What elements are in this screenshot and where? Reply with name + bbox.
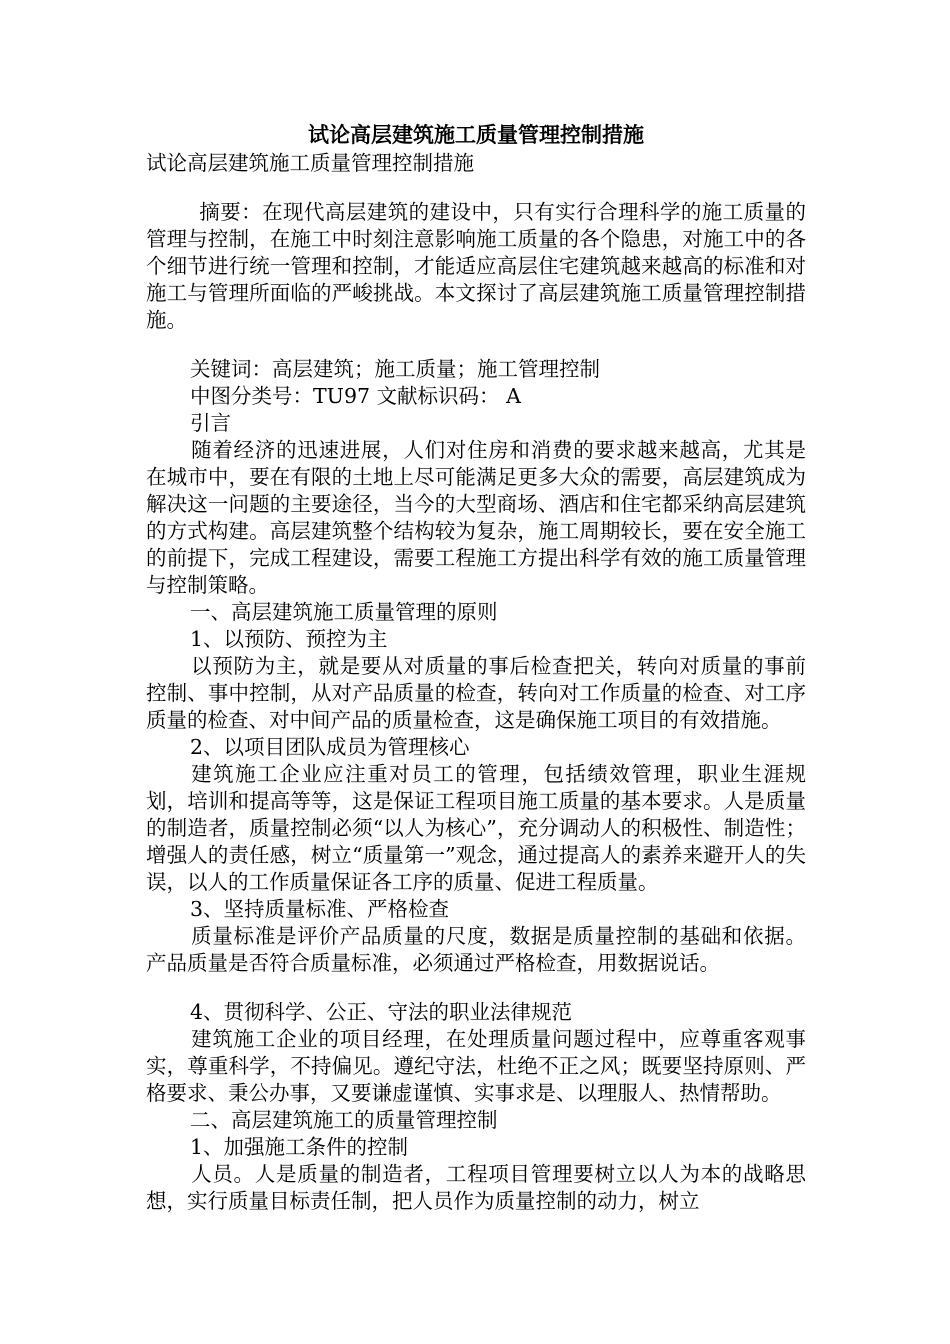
spacer (146, 977, 806, 999)
section2-heading: 二、高层建筑施工的质量管理控制 (190, 1108, 498, 1132)
abstract-paragraph: 摘要：在现代高层建筑的建设中，只有实行合理科学的施工质量的管理与控制，在施工中时刻注意影响施工质量的各个隐患，对施工中的各个细节进行统一管理和控制，才能适应高层住宅建筑越来越高的标准和对施工与管理所面临的严峻挑战。本文探讨了高层建筑施工质量管理控制措施。 (146, 200, 806, 332)
spacer (146, 334, 806, 356)
intro-paragraph: 随着经济的迅速进展，人们对住房和消费的要求越来越高，尤其是在城市中，要在有限的土地上尽可能满足更多大众的需要，高层建筑成为解决这一问题的主要途径，当今的大型商场、酒店和住宅都采纳高层建筑的方式构建。高层建筑整个结构较为复杂，施工周期较长，要在安全施工的前提下，完成工程建设，需要工程施工方提出科学有效的施工质量管理与控制策略。 (146, 438, 806, 597)
s1-4-heading: 4、贯彻科学、公正、守法的职业法律规范 (190, 1000, 573, 1024)
s1-4-paragraph: 建筑施工企业的项目经理，在处理质量问题过程中，应尊重客观事实，尊重科学，不持偏见。遵纪守法，杜绝不正之风；既要坚持原则、严格要求、秉公办事，又要谦虚谨慎、实事求是、以理服人、热情帮助。 (146, 1027, 806, 1105)
document-subtitle: 试论高层建筑施工质量管理控制措施 (146, 151, 474, 175)
s1-1-heading: 1、以预防、预控为主 (190, 627, 388, 651)
document-title: 试论高层建筑施工质量管理控制措施 (308, 122, 644, 147)
s1-2-heading: 2、以项目团队成员为管理核心 (190, 735, 470, 759)
document-page (146, 120, 806, 1215)
s2-1-heading: 1、加强施工条件的控制 (190, 1135, 409, 1159)
section1-heading: 一、高层建筑施工质量管理的原则 (190, 600, 498, 624)
s2-1-paragraph: 人员。人是质量的制造者，工程项目管理要树立以人为本的战略思想，实行质量目标责任制，把人员作为质量控制的动力，树立 (146, 1162, 806, 1213)
intro-heading: 引言 (190, 411, 231, 435)
keywords-line: 关键词：高层建筑；施工质量；施工管理控制 (190, 357, 600, 381)
s1-3-heading: 3、坚持质量标准、严格检查 (190, 897, 450, 921)
s1-1-paragraph: 以预防为主，就是要从对质量的事后检查把关，转向对质量的事前控制、事中控制，从对产品质量的检查，转向对工作质量的检查、对工序质量的检查、对中间产品的质量检查，这是确保施工项目的有效措施。 (146, 654, 806, 732)
classification-line: 中图分类号：TU97 文献标识码： A (190, 384, 521, 408)
spacer (146, 177, 806, 199)
s1-3-paragraph: 质量标准是评价产品质量的尺度，数据是质量控制的基础和依据。产品质量是否符合质量标准，必须通过严格检查，用数据说话。 (146, 924, 806, 975)
s1-2-paragraph: 建筑施工企业应注重对员工的管理，包括绩效管理，职业生涯规划，培训和提高等等，这是保证工程项目施工质量的基本要求。人是质量的制造者，质量控制必须“以人为核心”，充分调动人的积极性、制造性；增强人的责任感，树立“质量第一”观念，通过提高人的素养来避开人的失误，以人的工作质量保证各工序的质量、促进工程质量。 (146, 762, 806, 894)
